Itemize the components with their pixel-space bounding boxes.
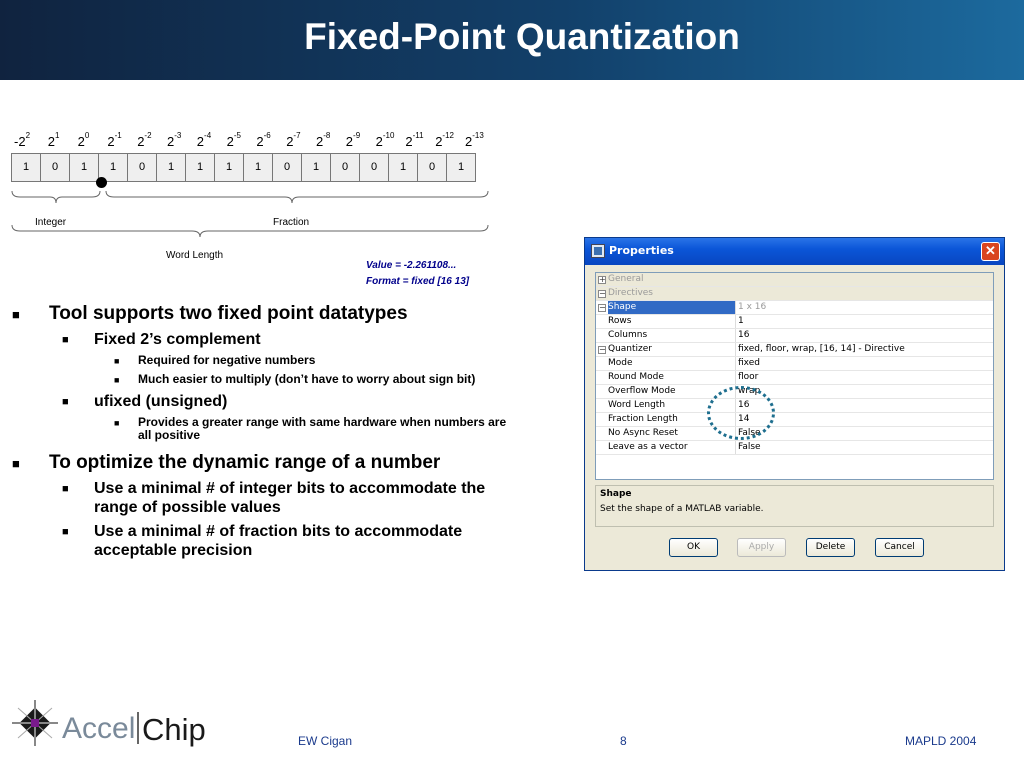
bullet-text: Fixed 2’s complement: [94, 331, 261, 348]
property-value[interactable]: fixed: [738, 358, 760, 368]
bullet-item-level-2: [12, 522, 532, 560]
logo-text-chip: Chip: [142, 712, 206, 747]
property-row[interactable]: [596, 413, 993, 427]
bit-cell: 1: [69, 153, 99, 182]
property-row[interactable]: [596, 315, 993, 329]
bullet-marker-icon: ■: [114, 418, 120, 428]
delete-button[interactable]: Delete: [806, 538, 855, 557]
bit-weight-exponent: 0: [84, 131, 90, 140]
bit-weight-base: 2: [167, 134, 175, 149]
property-row[interactable]: [596, 273, 993, 287]
bit-weight-base: 2: [226, 134, 234, 149]
bullet-marker-icon: ■: [62, 526, 69, 538]
close-icon: ✕: [985, 243, 996, 258]
property-name: Columns: [608, 329, 736, 342]
fraction-brace: [106, 191, 488, 203]
bit-cell: 0: [40, 153, 70, 182]
property-name: Overflow Mode: [608, 385, 736, 398]
bullet-item-level-3: [12, 416, 532, 442]
bit-weight-exponent: -2: [144, 131, 152, 140]
bit-weight-base: 2: [465, 134, 473, 149]
bit-cell: 0: [330, 153, 360, 182]
bit-weight-base: 2: [316, 134, 324, 149]
cancel-button[interactable]: Cancel: [875, 538, 924, 557]
bit-weight-label: [47, 131, 60, 149]
bit-cell: 1: [388, 153, 418, 182]
description-text: Set the shape of a MATLAB variable.: [600, 504, 764, 514]
bullet-marker-icon: ■: [62, 334, 69, 346]
property-name: Quantizer: [608, 343, 736, 356]
bit-cell: 1: [11, 153, 41, 182]
bullet-marker-icon: ■: [12, 456, 20, 471]
bit-cell: 1: [156, 153, 186, 182]
bit-weight-label: [107, 131, 122, 149]
property-value[interactable]: wrap: [738, 386, 761, 396]
property-value[interactable]: 16: [738, 400, 750, 410]
integer-brace: [12, 191, 100, 203]
property-name: Leave as a vector: [608, 441, 736, 454]
properties-dialog: [584, 237, 1005, 571]
slide-title: Fixed-Point Quantization: [304, 16, 740, 57]
bit-weight-label: [286, 131, 301, 149]
fraction-label: Fraction: [273, 217, 310, 228]
bit-weight-label: [167, 131, 182, 149]
bullet-text: Provides a greater range with same hardware when numbers are all positive: [138, 415, 507, 442]
footer-conference: MAPLD 2004: [905, 734, 977, 748]
bit-weight-exponent: -6: [263, 131, 271, 140]
bit-weight-exponent: -13: [472, 131, 484, 140]
footer-author: EW Cigan: [298, 734, 353, 748]
bit-weight-exponent: -4: [204, 131, 212, 140]
property-name: Shape: [608, 301, 736, 314]
bit-weight-exponent: -9: [353, 131, 361, 140]
bit-weight-exponent: -5: [233, 131, 241, 140]
bit-weight-label: [316, 131, 331, 149]
bullet-marker-icon: ■: [12, 307, 20, 322]
description-title: Shape: [600, 489, 632, 499]
bit-weight-base: 2: [375, 134, 383, 149]
bit-weight-base: 2: [77, 134, 85, 149]
bit-weight-exponent: -11: [412, 131, 424, 140]
bullet-item-level-1: [12, 452, 532, 473]
property-value[interactable]: floor: [738, 372, 759, 382]
bit-cell: 1: [214, 153, 244, 182]
bit-weight-base: 2: [345, 134, 354, 149]
logo-mark-icon: [12, 700, 58, 746]
bit-weight-base: 2: [137, 134, 145, 149]
bit-weight-exponent: -12: [442, 131, 454, 140]
property-row[interactable]: [596, 441, 993, 455]
property-value[interactable]: 1 x 16: [738, 302, 767, 312]
braces: [0, 185, 500, 245]
property-name: Fraction Length: [608, 413, 736, 426]
property-row[interactable]: [596, 371, 993, 385]
ok-button[interactable]: OK: [669, 538, 718, 557]
bit-weight-exponent: -7: [293, 131, 301, 140]
bit-weight-label: [196, 131, 212, 149]
bit-cell: 1: [446, 153, 476, 182]
collapse-icon[interactable]: −: [599, 345, 606, 354]
bullet-marker-icon: ■: [114, 356, 120, 366]
footer-page-number: 8: [620, 734, 627, 748]
bit-cell: 0: [417, 153, 447, 182]
dialog-title: Properties: [609, 244, 674, 257]
property-row[interactable]: [596, 329, 993, 343]
integer-label: Integer: [35, 217, 67, 228]
bit-weight-label: [226, 131, 241, 149]
property-row[interactable]: [596, 385, 993, 399]
bit-weight-label: [375, 131, 395, 149]
bullet-text: Much easier to multiply (don’t have to worry about sign bit): [138, 372, 476, 386]
bullet-marker-icon: ■: [114, 375, 120, 385]
expand-icon[interactable]: +: [599, 275, 606, 284]
bullet-list: [12, 303, 532, 565]
property-row[interactable]: [596, 287, 993, 301]
property-row[interactable]: [596, 301, 993, 315]
bit-weight-exponent: -3: [174, 131, 182, 140]
bit-weight-label: [256, 131, 271, 149]
bit-weight-exponent: -8: [323, 131, 331, 140]
bit-weight-label: [465, 131, 484, 149]
bit-cell: 0: [127, 153, 157, 182]
bit-weight-exponent: -10: [382, 131, 395, 140]
property-value[interactable]: 14: [738, 414, 750, 424]
collapse-icon[interactable]: −: [599, 303, 606, 312]
bit-weight-exponent: 2: [25, 131, 31, 140]
bit-weight-label: [137, 131, 152, 149]
bullet-item-level-2: [12, 392, 532, 411]
property-row[interactable]: [596, 399, 993, 413]
bullet-item-level-2: [12, 479, 532, 517]
word-length-label: Word Length: [166, 250, 224, 261]
close-button[interactable]: [981, 242, 1000, 261]
collapse-icon[interactable]: −: [599, 289, 606, 298]
bullet-marker-icon: ■: [62, 396, 69, 408]
bit-weight-base: 2: [256, 134, 264, 149]
bit-weight-base: 2: [286, 134, 294, 149]
bit-weight-base: 2: [405, 134, 413, 149]
bit-cell: 1: [243, 153, 273, 182]
bullet-text: Tool supports two fixed point datatypes: [49, 303, 408, 324]
property-value[interactable]: False: [738, 442, 761, 452]
apply-button[interactable]: Apply: [737, 538, 786, 557]
bit-weight-base: 2: [47, 134, 56, 149]
logo-text-accel: Accel: [62, 712, 136, 745]
bit-weight-label: [405, 131, 424, 149]
bit-weight-label: [77, 131, 90, 149]
bit-weight-base: 2: [435, 134, 443, 149]
bullet-item-level-1: [12, 303, 532, 324]
bullet-text: Use a minimal # of fraction bits to accommodate acceptable precision: [94, 523, 463, 559]
property-value[interactable]: 1: [738, 316, 744, 326]
bullet-text: To optimize the dynamic range of a number: [49, 452, 441, 473]
property-row[interactable]: [596, 357, 993, 371]
property-value[interactable]: 16: [738, 330, 750, 340]
bullet-item-level-3: [12, 373, 532, 386]
property-name: Round Mode: [608, 371, 736, 384]
property-row[interactable]: [596, 427, 993, 441]
bit-weight-label: [435, 131, 454, 149]
dialog-titlebar[interactable]: [585, 238, 1004, 265]
bit-cell: 1: [98, 153, 128, 182]
bit-cell: 1: [185, 153, 215, 182]
property-name: Rows: [608, 315, 736, 328]
property-value[interactable]: False: [738, 428, 761, 438]
bullet-marker-icon: ■: [62, 483, 69, 495]
property-name: Mode: [608, 357, 736, 370]
bit-weight-base: 2: [196, 134, 205, 149]
bullet-text: ufixed (unsigned): [94, 393, 228, 410]
format-text: Format = fixed [16 13]: [366, 276, 470, 287]
bullet-text: Required for negative numbers: [138, 353, 316, 367]
bit-weight-label: [345, 131, 361, 149]
bit-weight-exponent: 1: [55, 131, 60, 140]
bit-diagram: [0, 90, 560, 290]
word-length-brace: [12, 225, 488, 237]
accelchip-logo: [10, 698, 210, 758]
property-name: Word Length: [608, 399, 736, 412]
value-text: Value = -2.261108...: [366, 260, 457, 271]
description-panel: [595, 485, 994, 527]
bit-weight-base: 2: [107, 134, 115, 149]
property-value[interactable]: fixed, floor, wrap, [16, 14] - Directive: [738, 344, 905, 354]
property-name: No Async Reset: [608, 427, 736, 440]
bit-weight-exponent: -1: [114, 131, 122, 140]
highlight-ellipse: [707, 386, 775, 440]
bit-cell: 1: [301, 153, 331, 182]
bit-weight-label: [14, 131, 31, 149]
bullet-item-level-2: [12, 330, 532, 349]
bit-row: [11, 153, 476, 182]
bit-cell: 0: [359, 153, 389, 182]
property-name: Directives: [608, 288, 653, 298]
property-name: General: [608, 274, 644, 284]
property-grid: [595, 272, 994, 480]
bullet-text: Use a minimal # of integer bits to accommodate the range of possible values: [94, 480, 486, 516]
bullet-item-level-3: [12, 354, 532, 367]
title-band: [0, 0, 1024, 80]
properties-icon: [591, 244, 605, 258]
bit-cell: 0: [272, 153, 302, 182]
property-row[interactable]: [596, 343, 993, 357]
bit-weight-base: -2: [14, 134, 26, 149]
